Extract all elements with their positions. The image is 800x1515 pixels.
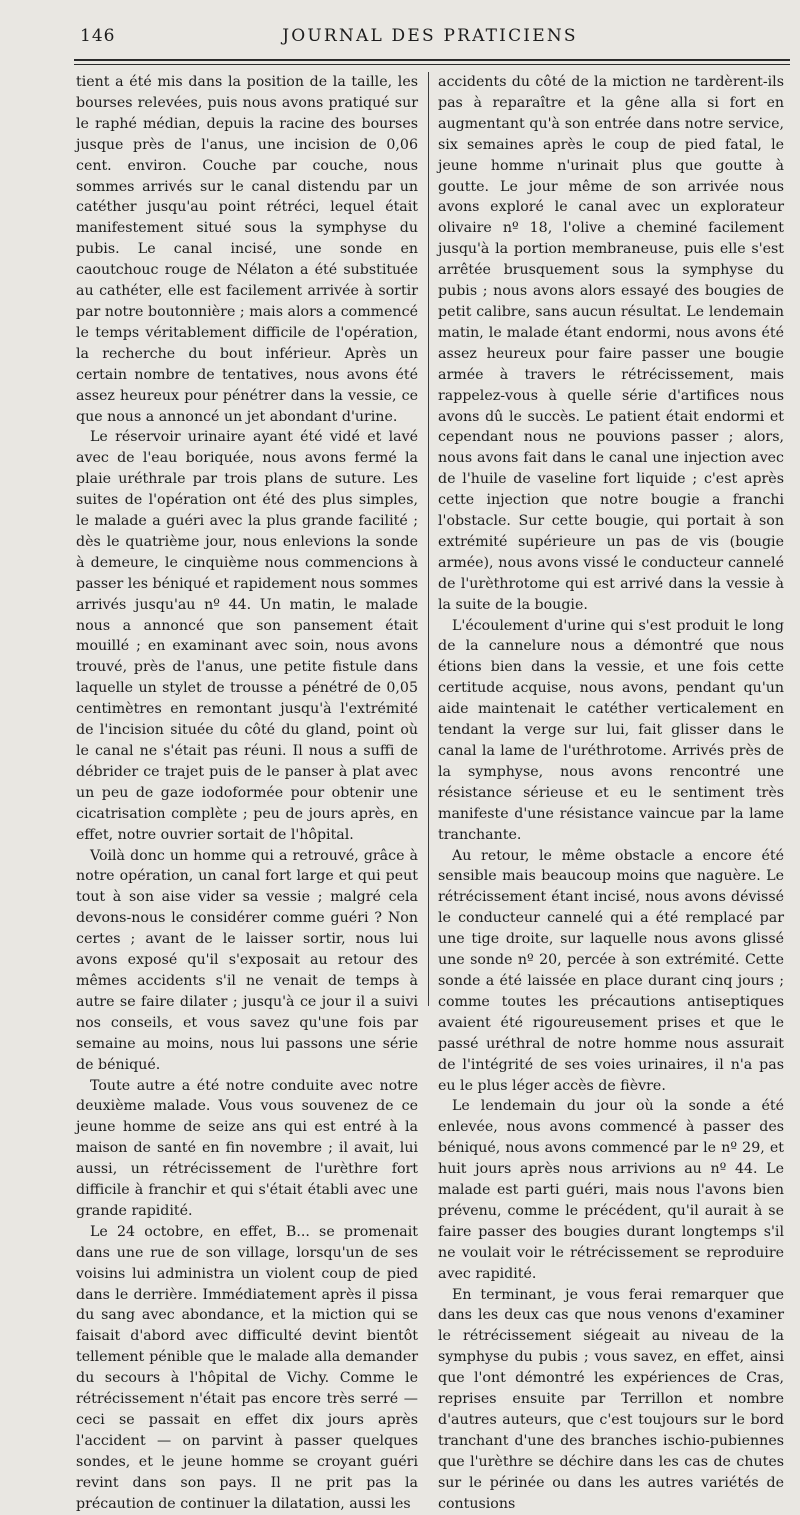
journal-title: JOURNAL DES PRATICIENS xyxy=(282,26,578,46)
paragraph: Toute autre a été notre conduite avec notre deuxième malade. Vous vous souvenez de ce jeune homme de seize ans qui est entré à la maison de santé en fin novembre ; il avait, lui aussi, un rétrécissement de l'urèthre fort difficile à franchir et qui s'était établi avec une grande rapidité. xyxy=(76,1077,418,1219)
left-column xyxy=(76,72,418,1512)
paragraph: Le lendemain du jour où la sonde a été enlevée, nous avons commencé à passer des béniqué, nous avons commencé par le nº 29, et huit jours après nous arrivions au nº 44. Le malade est parti guéri, mais nous l'avons bien prévenu, comme le précédent, qu'il aurait à se faire passer des bougies durant longtemps s'il ne voulait voir le rétrécissement se reproduire avec rapidité. xyxy=(438,1098,784,1282)
paragraph: L'écoulement d'urine qui s'est produit le long de la cannelure nous a démontré que nous étions bien dans la vessie, et une fois cette certitude acquise, nous avons, pendant qu'un aide maintenait le catéther verticalement en tendant la verge sur lui, fait glisser dans le canal la lame de l'uréthrotome. Arrivés près de la symphyse, nous avons rencontré une résistance sérieuse et eu le sentiment très manifeste d'une résistance vaincue par la lame tranchante. xyxy=(438,617,784,843)
paragraph: accidents du côté de la miction ne tardèrent-ils pas à reparaître et la gêne alla si fort en augmentant qu'à son entrée dans notre service, six semaines après le coup de pied fatal, le jeune homme n'urinait plus que goutte à goutte. Le jour même de son arrivée nous avons exploré le canal avec un explorateur olivaire nº 18, l'olive a cheminé facilement jusqu'à la portion membraneuse, puis elle s'est arrêtée brusquement sous la symphyse du pubis ; nous avons alors essayé des bougies de petit calibre, sans aucun résultat. Le lendemain matin, le malade étant endormi, nous avons été assez heureux pour faire passer une bougie armée à travers le rétrécissement, mais rappelez-vous à quelle série d'artifices nous avons dû le succès. Le patient était endormi et cependant nous ne pouvions passer ; alors, nous avons fait dans le canal une injection avec de l'huile de vaseline fort liquide ; c'est après cette injection que notre bougie a franchi l'obstacle. Sur cette bougie, qui portait à son extrémité supérieure un pas de vis (bougie armée), nous avons vissé le conducteur cannelé de l'urèthrotome qui est arrivé dans la vessie à la suite de la bougie. xyxy=(438,74,784,613)
page-number: 146 xyxy=(80,26,116,46)
header-rule xyxy=(74,59,790,65)
paragraph: Voilà donc un homme qui a retrouvé, grâce à notre opération, un canal fort large et qui peut tout à son aise vider sa vessie ; malgré cela devons-nous le considérer comme guéri ? Non certes ; avant de le laisser sortir, nous lui avons exposé qu'il s'exposait au retour des mêmes accidents s'il ne venait de temps à autre se faire dilater ; jusqu'à ce jour il a suivi nos conseils, et vous savez qu'une fois par semaine au moins, nous lui passons une série de béniqué. xyxy=(76,847,418,1073)
right-column xyxy=(438,72,784,1512)
column-divider xyxy=(428,72,429,1006)
page-header xyxy=(72,24,788,50)
paragraph: En terminant, je vous ferai remarquer que dans les deux cas que nous venons d'examiner le rétrécissement siégeait au niveau de la symphyse du pubis ; vous savez, en effet, ainsi que l'ont démontré les expériences de Cras, reprises ensuite par Terrillon et nombre d'autres auteurs, que c'est toujours sur le bord tranchant d'une des branches ischio-pubiennes que l'urèthre se déchire dans les cas de chutes sur le périnée ou dans les autres variétés de contusions xyxy=(438,1286,784,1512)
paragraph: Le 24 octobre, en effet, B... se promenait dans une rue de son village, lorsqu'un de ses voisins lui administra un violent coup de pied dans le derrière. Immédiatement après il pissa du sang avec abondance, et la miction qui se faisait d'abord avec difficulté devint bientôt tellement pénible que le malade alla demander du secours à l'hôpital de Vichy. Comme le rétrécissement n'était pas encore très serré — ceci se passait en effet dix jours après l'accident — on parvint à passer quelques sondes, et le jeune homme se croyant guéri revint dans son pays. Il ne prit pas la précaution de continuer la dilatation, aussi les xyxy=(76,1223,418,1512)
paragraph: Le réservoir urinaire ayant été vidé et lavé avec de l'eau boriquée, nous avons fermé la plaie uréthrale par trois plans de suture. Les suites de l'opération ont été des plus simples, le malade a guéri avec la plus grande facilité ; dès le quatrième jour, nous enlevions la sonde à demeure, le cinquième nous commencions à passer les béniqué et rapidement nous sommes arrivés jusqu'au nº 44. Un matin, le malade nous a annoncé que son pansement était mouillé ; en examinant avec soin, nous avons trouvé, près de l'anus, une petite fistule dans laquelle un stylet de trousse a pénétré de 0,05 centimètres en remontant jusqu'à l'extrémité de l'incision située du côté du gland, point où le canal ne s'était pas réuni. Il nous a suffi de débrider ce trajet puis de le panser à plat avec un peu de gaze iodoformée pour obtenir une cicatrisation complète ; peu de jours après, en effet, notre ouvrier sortait de l'hôpital. xyxy=(76,429,418,843)
paragraph: tient a été mis dans la position de la taille, les bourses relevées, puis nous avons pratiqué sur le raphé médian, depuis la racine des bourses jusque près de l'anus, une incision de 0,06 cent. environ. Couche par couche, nous sommes arrivés sur le canal distendu par un catéther jusqu'au point rétréci, lequel était manifestement situé sous la symphyse du pubis. Le canal incisé, une sonde en caoutchouc rouge de Nélaton a été substituée au cathéter, elle est facilement arrivée à sortir par notre boutonnière ; mais alors a commencé le temps véritablement difficile de l'opération, la recherche du bout inférieur. Après un certain nombre de tentatives, nous avons été assez heureux pour pénétrer dans la vessie, ce que nous a annoncé un jet abondant d'urine. xyxy=(76,74,418,425)
paragraph: Au retour, le même obstacle a encore été sensible mais beaucoup moins que naguère. Le rétrécissement étant incisé, nous avons dévissé le conducteur cannelé qui a été remplacé par une tige droite, sur laquelle nous avons glissé une sonde nº 20, percée à son extrémité. Cette sonde a été laissée en place durant cinq jours ; comme toutes les précautions antiseptiques avaient été rigoureusement prises et que le passé uréthral de notre homme nous assurait de l'intégrité de ses voies urinaires, il n'a pas eu le plus léger accès de fièvre. xyxy=(438,847,784,1094)
